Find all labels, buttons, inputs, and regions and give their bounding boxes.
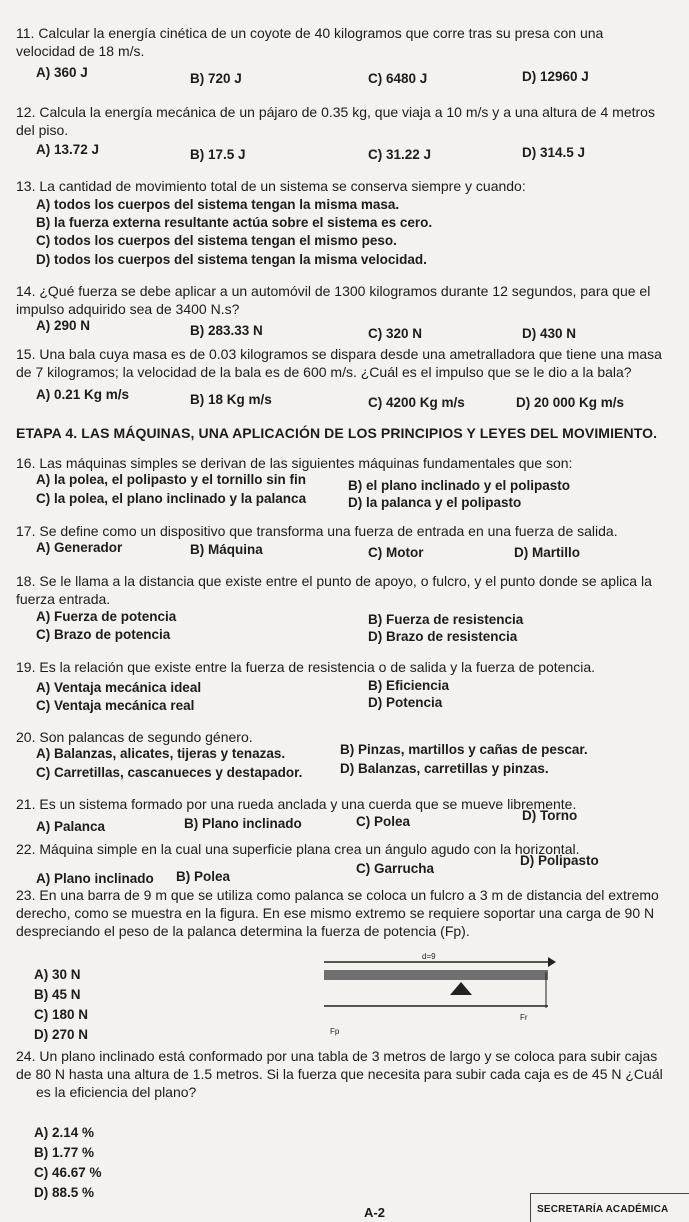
q23-stem-line3: despreciando el peso de la palanca determina la fuerza de potencia (Fp). bbox=[16, 923, 470, 939]
fulcrum-icon bbox=[450, 982, 472, 995]
distance-arrowhead bbox=[548, 957, 556, 967]
q17-option-d: D) Martillo bbox=[514, 545, 580, 560]
q16-option-d: D) la palanca y el polipasto bbox=[348, 495, 522, 510]
q12-option-a: A) 13.72 J bbox=[36, 142, 100, 157]
q23-stem-line2: derecho, como se muestra en la figura. En ese mismo extremo se requiere soportar una carga de 90 N bbox=[16, 905, 655, 921]
q17-option-b: B) Máquina bbox=[190, 542, 263, 557]
q22-option-d: D) Polipasto bbox=[520, 853, 599, 868]
academic-secretary-stamp: SECRETARÍA ACADÉMICA bbox=[530, 1193, 689, 1222]
q11-option-b: B) 720 J bbox=[190, 71, 242, 86]
q23-option-d: D) 270 N bbox=[34, 1027, 89, 1042]
q22-option-b: B) Polea bbox=[176, 869, 231, 884]
q11-option-d: D) 12960 J bbox=[522, 69, 589, 84]
q23-option-c: C) 180 N bbox=[34, 1007, 89, 1022]
q22-option-a: A) Plano inclinado bbox=[36, 871, 154, 886]
lever-bar bbox=[324, 970, 548, 980]
distance-label: d=9 bbox=[422, 952, 436, 961]
q12-option-c: C) 31.22 J bbox=[368, 147, 432, 162]
q16-option-b: B) el plano inclinado y el polipasto bbox=[348, 478, 571, 493]
q19-option-c: C) Ventaja mecánica real bbox=[36, 698, 195, 713]
q22-option-c: C) Garrucha bbox=[356, 861, 435, 876]
q13-option-d: D) todos los cuerpos del sistema tengan la misma velocidad. bbox=[36, 252, 427, 267]
q15-stem-line2: de 7 kilogramos; la velocidad de la bala es de 600 m/s. ¿Cuál es el impulso que se le dio a la bala? bbox=[16, 364, 632, 380]
q12-option-d: D) 314.5 J bbox=[522, 145, 586, 160]
q14-option-d: D) 430 N bbox=[522, 326, 577, 341]
q14-option-a: A) 290 N bbox=[36, 318, 91, 333]
q11-option-c: C) 6480 J bbox=[368, 71, 428, 86]
q14-stem-line2: impulso adquirido sea de 3400 N.s? bbox=[16, 301, 240, 317]
fr-label: Fr bbox=[520, 1013, 528, 1022]
fp-label: Fp bbox=[330, 1027, 340, 1036]
q12-option-b: B) 17.5 J bbox=[190, 147, 246, 162]
q20-option-c: C) Carretillas, cascanueces y destapador. bbox=[36, 765, 303, 780]
q14-option-c: C) 320 N bbox=[368, 326, 423, 341]
q11-stem-line2: velocidad de 18 m/s. bbox=[16, 43, 145, 59]
lever-figure bbox=[322, 950, 562, 1042]
q18-stem-line2: fuerza entrada. bbox=[16, 591, 111, 607]
q23-option-a: A) 30 N bbox=[34, 967, 81, 982]
q23-option-b: B) 45 N bbox=[34, 987, 81, 1002]
q11-stem-line1: 11. Calcular la energía cinética de un coyote de 40 kilogramos que corre tras su presa con una bbox=[16, 25, 604, 41]
q21-stem-line1: 21. Es un sistema formado por una rueda anclada y una cuerda que se mueve libremente. bbox=[16, 796, 577, 812]
q24-option-a: A) 2.14 % bbox=[34, 1125, 95, 1140]
q20-option-d: D) Balanzas, carretillas y pinzas. bbox=[340, 761, 549, 776]
q21-option-a: A) Palanca bbox=[36, 819, 106, 834]
q24-stem-line3: es la eficiencia del plano? bbox=[36, 1084, 197, 1100]
q18-option-d: D) Brazo de resistencia bbox=[368, 629, 518, 644]
q24-stem-line1: 24. Un plano inclinado está conformado por una tabla de 3 metros de largo y se coloca para subir cajas bbox=[16, 1048, 658, 1064]
q19-option-a: A) Ventaja mecánica ideal bbox=[36, 680, 202, 695]
q14-stem-line1: 14. ¿Qué fuerza se debe aplicar a un automóvil de 1300 kilogramos durante 12 segundos, para que el bbox=[16, 283, 651, 299]
q15-option-a: A) 0.21 Kg m/s bbox=[36, 387, 130, 402]
q23-stem-line1: 23. En una barra de 9 m que se utiliza como palanca se coloca un fulcro a 3 m de distancia del extremo bbox=[16, 887, 659, 903]
q18-option-c: C) Brazo de potencia bbox=[36, 627, 171, 642]
q20-stem-line1: 20. Son palancas de segundo género. bbox=[16, 729, 253, 745]
q21-option-d: D) Torno bbox=[522, 808, 578, 823]
q17-option-c: C) Motor bbox=[368, 545, 424, 560]
q16-stem-line1: 16. Las máquinas simples se derivan de las siguientes máquinas fundamentales que son: bbox=[16, 455, 573, 471]
page-number: A-2 bbox=[364, 1205, 385, 1220]
q24-option-c: C) 46.67 % bbox=[34, 1165, 102, 1180]
q19-option-d: D) Potencia bbox=[368, 695, 443, 710]
q15-stem-line1: 15. Una bala cuya masa es de 0.03 kilogramos se dispara desde una ametralladora que tiene una masa bbox=[16, 346, 662, 362]
q19-stem-line1: 19. Es la relación que existe entre la fuerza de resistencia o de salida y la fuerza de potencia. bbox=[16, 659, 596, 675]
q17-stem-line1: 17. Se define como un dispositivo que transforma una fuerza de entrada en una fuerza de salida. bbox=[16, 523, 618, 539]
q19-option-b: B) Eficiencia bbox=[368, 678, 450, 693]
q12-stem-line2: del piso. bbox=[16, 122, 69, 138]
q17-option-a: A) Generador bbox=[36, 540, 123, 555]
q21-option-b: B) Plano inclinado bbox=[184, 816, 302, 831]
q13-option-c: C) todos los cuerpos del sistema tengan el mismo peso. bbox=[36, 233, 397, 248]
q24-stem-line2: de 80 N hasta una altura de 1.5 metros. Si la fuerza que necesita para subir cada caja es de 45 N ¿Cuál bbox=[16, 1066, 663, 1082]
q14-option-b: B) 283.33 N bbox=[190, 323, 263, 338]
q22-stem-line1: 22. Máquina simple en la cual una superficie plana crea un ángulo agudo con la horizontal. bbox=[16, 841, 580, 857]
q18-option-b: B) Fuerza de resistencia bbox=[368, 612, 524, 627]
q13-stem-line1: 13. La cantidad de movimiento total de un sistema se conserva siempre y cuando: bbox=[16, 178, 526, 194]
q24-option-d: D) 88.5 % bbox=[34, 1185, 95, 1200]
stage-4-heading: ETAPA 4. LAS MÁQUINAS, UNA APLICACIÓN DE LOS PRINCIPIOS Y LEYES DEL MOVIMIENTO. bbox=[16, 425, 658, 441]
q18-option-a: A) Fuerza de potencia bbox=[36, 609, 177, 624]
q20-option-a: A) Balanzas, alicates, tijeras y tenazas. bbox=[36, 746, 286, 761]
q13-option-a: A) todos los cuerpos del sistema tengan la misma masa. bbox=[36, 197, 400, 212]
q13-option-b: B) la fuerza externa resultante actúa sobre el sistema es cero. bbox=[36, 215, 433, 230]
q20-option-b: B) Pinzas, martillos y cañas de pescar. bbox=[340, 742, 588, 757]
q15-option-c: C) 4200 Kg m/s bbox=[368, 395, 465, 410]
q15-option-b: B) 18 Kg m/s bbox=[190, 392, 272, 407]
q11-option-a: A) 360 J bbox=[36, 65, 88, 80]
q16-option-a: A) la polea, el polipasto y el tornillo sin fin bbox=[36, 472, 307, 487]
q16-option-c: C) la polea, el plano inclinado y la palanca bbox=[36, 491, 307, 506]
q24-option-b: B) 1.77 % bbox=[34, 1145, 95, 1160]
q12-stem-line1: 12. Calcula la energía mecánica de un pájaro de 0.35 kg, que viaja a 10 m/s y a una altura de 4 metros bbox=[16, 104, 655, 120]
q21-option-c: C) Polea bbox=[356, 814, 411, 829]
q15-option-d: D) 20 000 Kg m/s bbox=[516, 395, 625, 410]
q18-stem-line1: 18. Se le llama a la distancia que existe entre el punto de apoyo, o fulcro, y el punto donde se aplica la bbox=[16, 573, 652, 589]
